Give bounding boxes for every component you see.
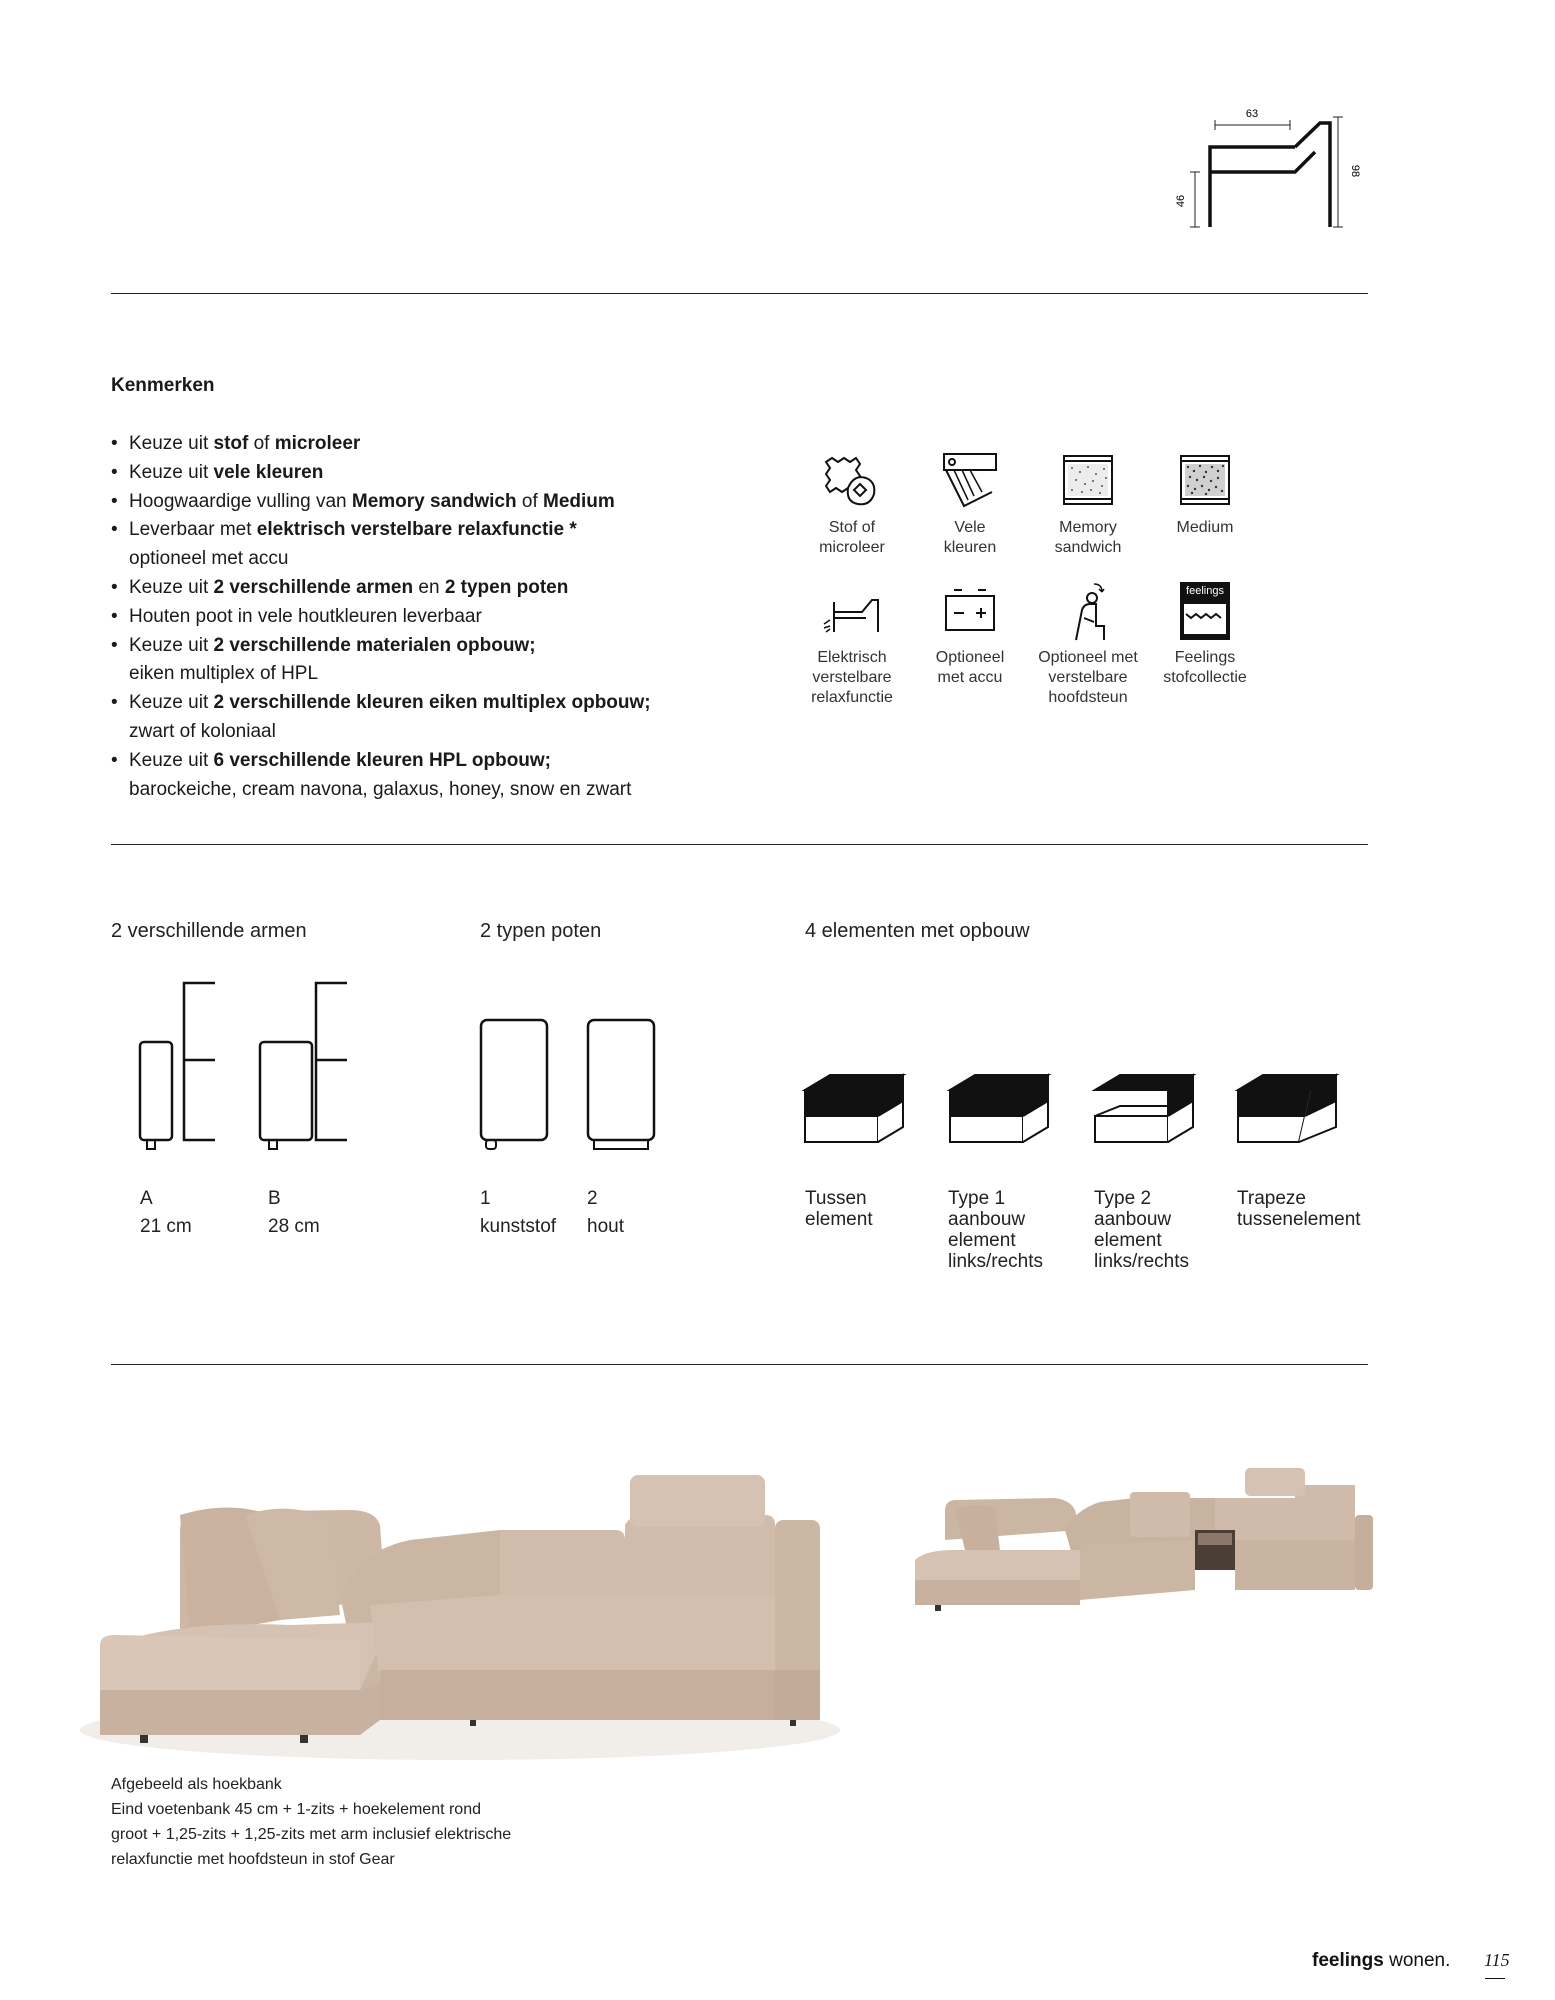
sofa-dimension-drawing — [1170, 105, 1380, 235]
arm-a-size: 21 cm — [140, 1216, 192, 1237]
feature-text: Keuze uit — [129, 461, 214, 483]
elements-title: 4 elementen met opbouw — [805, 920, 1030, 942]
feature-text: Keuze uit — [129, 576, 214, 598]
element-label-type1: Type 1 aanbouw element links/rechts — [948, 1188, 1044, 1272]
element-type1-drawing — [945, 1070, 1055, 1155]
feature-text: Hoogwaardige vulling van — [129, 490, 352, 512]
element-label-type2: Type 2 aanbouw element links/rechts — [1094, 1188, 1190, 1272]
leg-one-label: 1 — [480, 1188, 491, 1209]
icon-caption-headrest: Optioneel met verstelbare hoofdsteun — [1038, 649, 1138, 706]
icon-caption-medium: Medium — [1176, 519, 1234, 536]
feature-text: en — [413, 576, 445, 598]
feature-text-bold: stof — [213, 433, 249, 454]
feature-text-bold: Memory sandwich — [351, 490, 517, 512]
adjustable-headrest-icon — [1058, 578, 1118, 644]
footer-brand-bold: feelings — [1312, 1950, 1384, 1971]
seat-height-dimension: 46 — [1175, 194, 1187, 208]
feature-text: Keuze uit — [129, 433, 214, 454]
corner-sofa-photo-small — [905, 1440, 1375, 1640]
feature-text-bold: 6 verschillende kleuren HPL opbouw; — [213, 749, 552, 771]
feature-item — [111, 689, 751, 747]
page-number: 115 — [1484, 1950, 1510, 1970]
battery-icon — [940, 582, 1000, 642]
element-trapeze-drawing — [1233, 1070, 1343, 1155]
feature-subtext: eiken multiplex of HPL — [129, 663, 319, 685]
feature-text-bold: 2 typen poten — [444, 576, 569, 598]
icon-caption-feelings: Feelings stofcollectie — [1163, 649, 1247, 686]
legs-title: 2 typen poten — [480, 920, 602, 942]
feature-text-bold: 2 verschillende armen — [213, 576, 414, 598]
feature-text-bold: Medium — [543, 490, 615, 512]
photo-caption: Afgebeeld als hoekbank Eind voetenbank 45 cm + 1-zits + hoekelement rond groot + 1,25-zits + 1,25-zits met arm inclusief elektrische relaxfunctie met hoofdsteun in stof Gear — [111, 1776, 512, 1868]
feature-subtext: optioneel met accu — [129, 548, 289, 570]
divider-middle — [111, 844, 1368, 845]
divider-bottom — [111, 1364, 1368, 1365]
feature-text: of — [248, 433, 275, 454]
color-swatches-icon — [940, 452, 1000, 512]
feature-item — [111, 603, 751, 632]
leg-wood-drawing — [582, 1015, 662, 1155]
footer-brand — [1312, 1950, 1450, 1972]
features-title: Kenmerken — [111, 375, 215, 396]
feature-text-bold: 2 verschillende materialen opbouw; — [213, 634, 536, 656]
arm-b-size: 28 cm — [268, 1216, 320, 1237]
icon-caption-fabric: Stof of microleer — [819, 519, 885, 556]
feature-subtext: barockeiche, cream navona, galaxus, honey, snow en zwart — [129, 778, 632, 800]
feature-item — [111, 459, 751, 488]
arm-a-drawing — [135, 980, 225, 1155]
depth-dimension: 63 — [1245, 108, 1259, 120]
feature-text-bold: microleer — [274, 433, 361, 454]
feature-item — [111, 574, 751, 603]
memory-sandwich-icon — [1058, 452, 1118, 512]
feature-item — [111, 488, 751, 517]
feature-text: of — [516, 490, 543, 512]
feature-text-bold: 2 verschillende kleuren eiken multiplex opbouw; — [213, 692, 651, 714]
leg-one-material: kunststof — [480, 1216, 557, 1237]
footer-brand-rest: wonen. — [1383, 1950, 1451, 1971]
electric-relax-icon — [822, 582, 882, 642]
element-label-between: Tussen element — [805, 1188, 873, 1230]
medium-foam-icon — [1175, 452, 1235, 512]
arm-b-label: B — [268, 1188, 281, 1209]
total-height-dimension: 98 — [1349, 164, 1361, 178]
feature-text: Keuze uit — [129, 634, 214, 656]
element-label-trapeze: Trapeze tussenelement — [1237, 1188, 1361, 1230]
divider-top — [111, 293, 1368, 294]
feature-text: Houten poot in vele houtkleuren leverbaar — [129, 605, 482, 627]
feature-item — [111, 632, 751, 690]
features-list — [111, 430, 751, 804]
icon-caption-battery: Optioneel met accu — [935, 649, 1005, 686]
arm-b-drawing — [255, 980, 355, 1155]
leg-two-material: hout — [587, 1216, 624, 1237]
leg-two-label: 2 — [587, 1188, 598, 1209]
feature-text: Leverbaar met — [129, 519, 257, 541]
feelings-fabric-icon — [1180, 582, 1230, 640]
feelings-badge-text: feelings — [1186, 585, 1224, 597]
feature-item — [111, 747, 751, 805]
icon-caption-relax: Elektrisch verstelbare relaxfunctie — [811, 649, 893, 706]
feature-text: Keuze uit — [129, 749, 214, 771]
page-number-underline — [1485, 1978, 1505, 1979]
feature-text: Keuze uit — [129, 692, 214, 714]
icon-caption-memory: Memory sandwich — [1054, 519, 1122, 556]
feature-subtext: zwart of koloniaal — [129, 720, 276, 742]
element-type2-drawing — [1090, 1070, 1200, 1155]
leg-plastic-drawing — [475, 1015, 555, 1155]
feature-item — [111, 516, 751, 574]
arm-a-label: A — [140, 1188, 153, 1209]
feature-text-bold: elektrisch verstelbare relaxfunctie * — [256, 519, 577, 541]
arms-title: 2 verschillende armen — [111, 920, 307, 942]
feature-text-bold: vele kleuren — [213, 461, 324, 483]
icon-caption-colors: Vele kleuren — [943, 519, 997, 556]
element-between-drawing — [800, 1070, 910, 1155]
fabric-leather-icon — [822, 452, 882, 512]
feature-item — [111, 430, 751, 459]
